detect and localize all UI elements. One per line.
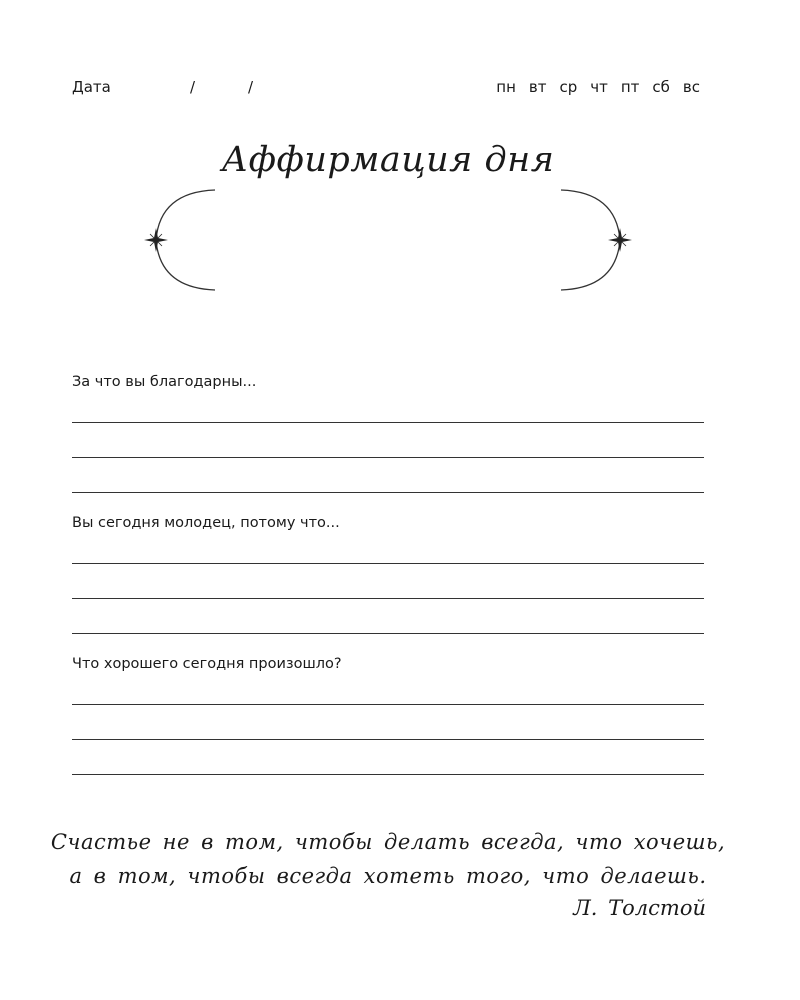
writing-line[interactable] bbox=[72, 422, 704, 423]
quote-line-2: а в том, чтобы всегда хотеть того, что делаешь. bbox=[69, 864, 707, 888]
writing-line[interactable] bbox=[72, 774, 704, 775]
date-row bbox=[72, 78, 704, 100]
quote-author: Л. Толстой bbox=[573, 896, 706, 920]
writing-line[interactable] bbox=[72, 739, 704, 740]
date-label: Дата bbox=[72, 78, 111, 96]
writing-line[interactable] bbox=[72, 492, 704, 493]
writing-line[interactable] bbox=[72, 598, 704, 599]
date-separator: / bbox=[190, 78, 196, 96]
page-title: Аффирмация дня bbox=[221, 140, 555, 180]
weekday-sat[interactable]: сб bbox=[652, 78, 670, 96]
writing-line[interactable] bbox=[72, 563, 704, 564]
quote-line-1: Счастье не в том, чтобы делать всегда, что хочешь, bbox=[50, 830, 726, 854]
weekday-fri[interactable]: пт bbox=[620, 78, 640, 96]
weekday-sun[interactable]: вс bbox=[682, 78, 700, 96]
weekday-tue[interactable]: вт bbox=[528, 78, 547, 96]
sparkle-star-icon bbox=[608, 228, 632, 252]
weekday-selector bbox=[496, 78, 700, 96]
sparkle-star-icon bbox=[144, 228, 168, 252]
weekday-thu[interactable]: чт bbox=[590, 78, 608, 96]
writing-line[interactable] bbox=[72, 704, 704, 705]
writing-line[interactable] bbox=[72, 633, 704, 634]
section-label-grateful: За что вы благодарны... bbox=[72, 374, 257, 390]
date-separator: / bbox=[248, 78, 254, 96]
writing-line[interactable] bbox=[72, 457, 704, 458]
weekday-wed[interactable]: ср bbox=[559, 78, 578, 96]
weekday-mon[interactable]: пн bbox=[496, 78, 516, 96]
affirmation-frame bbox=[130, 180, 650, 300]
section-label-well-done: Вы сегодня молодец, потому что... bbox=[72, 515, 340, 531]
section-label-good-things: Что хорошего сегодня произошло? bbox=[72, 656, 342, 672]
